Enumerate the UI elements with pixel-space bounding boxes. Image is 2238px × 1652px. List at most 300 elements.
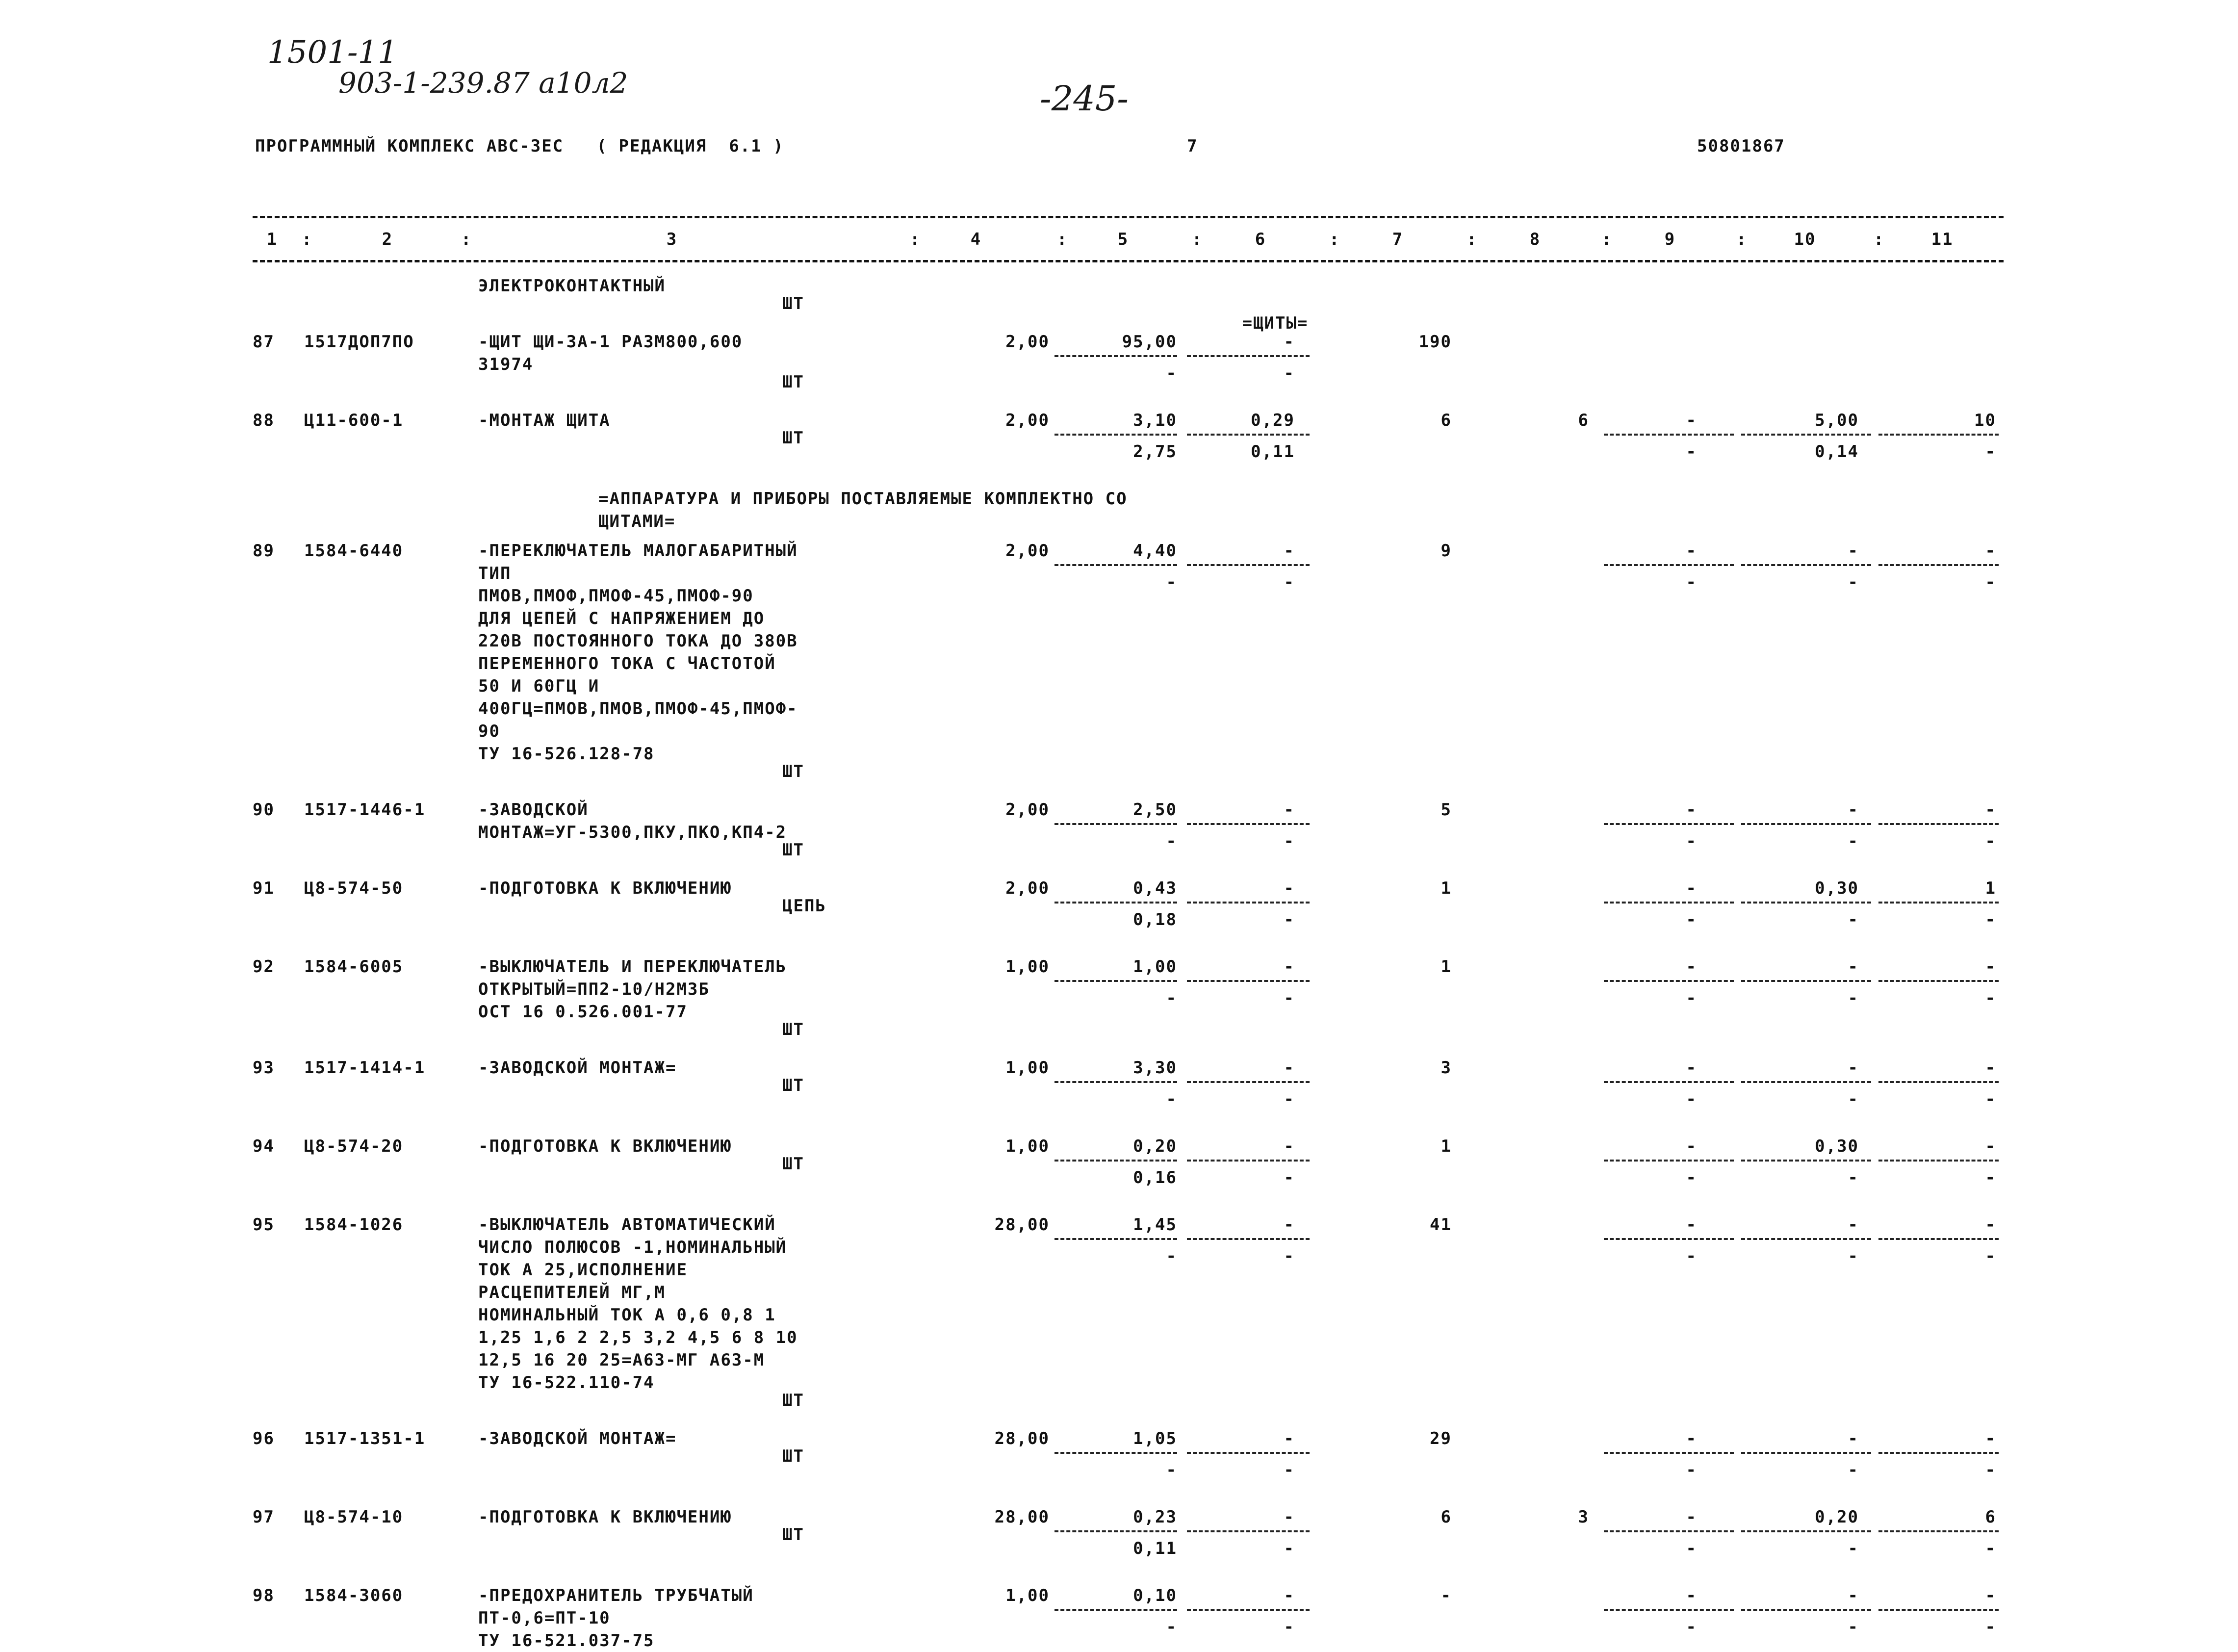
item-description-line: -ЗАВОДСКОЙ МОНТАЖ= <box>478 1429 677 1448</box>
value-underline <box>1187 1530 1310 1532</box>
section-heading-line: ЩИТАМИ= <box>598 512 676 531</box>
position-number: 92 <box>253 957 275 977</box>
item-description-line: ТИП <box>478 564 512 583</box>
value-c5: 0,10 <box>1133 1586 1177 1605</box>
value-qty: 28,00 <box>994 1215 1050 1235</box>
value-c11: - <box>1985 1586 1996 1605</box>
sub-value-c11: - <box>1985 572 1996 592</box>
value-qty: 2,00 <box>1005 878 1050 898</box>
value-c5: 3,30 <box>1133 1058 1177 1078</box>
value-underline <box>1741 823 1871 825</box>
sub-value-c5: - <box>1166 1089 1177 1109</box>
value-c9: - <box>1686 1058 1697 1078</box>
sub-value-c5: - <box>1166 831 1177 851</box>
section-heading-line: =АППАРАТУРА И ПРИБОРЫ ПОСТАВЛЯЕМЫЕ КОМПЛЕКТНО СО <box>598 489 1128 509</box>
item-description-line: НОМИНАЛЬНЫЙ ТОК А 0,6 0,8 1 <box>478 1305 776 1325</box>
sub-value-c9: - <box>1686 1168 1697 1187</box>
value-c11: - <box>1985 1136 1996 1156</box>
sub-value-c9: - <box>1686 1246 1697 1266</box>
item-description-line: -ЗАВОДСКОЙ <box>478 800 589 820</box>
column6-label: =ЩИТЫ= <box>1242 313 1309 333</box>
value-c6: - <box>1284 1429 1295 1448</box>
value-underline <box>1055 1081 1177 1083</box>
position-number: 95 <box>253 1215 275 1235</box>
sub-value-c5: - <box>1166 1246 1177 1266</box>
column-separator: : <box>1466 230 1478 249</box>
value-c5: 4,40 <box>1133 541 1177 561</box>
unit-of-measure: ШТ <box>782 1525 804 1545</box>
value-underline <box>1604 980 1734 982</box>
value-c7: 5 <box>1441 800 1452 820</box>
value-c5: 1,45 <box>1133 1215 1177 1235</box>
item-description-line: 50 И 60ГЦ И <box>478 676 600 696</box>
value-c10: - <box>1848 1215 1859 1235</box>
item-description-line: -ПОДГОТОВКА К ВКЛЮЧЕНИЮ <box>478 1136 732 1156</box>
sub-value-c6: - <box>1284 1539 1295 1558</box>
value-c6: - <box>1284 957 1295 977</box>
value-c6: - <box>1284 878 1295 898</box>
sub-value-c6: - <box>1284 363 1295 383</box>
value-c7: 1 <box>1441 878 1452 898</box>
unit-of-measure: ШТ <box>782 1391 804 1410</box>
value-c5: 0,43 <box>1133 878 1177 898</box>
item-description-line: -ПОДГОТОВКА К ВКЛЮЧЕНИЮ <box>478 1507 732 1527</box>
item-description-line: ПТ-0,6=ПТ-10 <box>478 1608 611 1628</box>
value-c11: - <box>1985 541 1996 561</box>
item-description-line: -ВЫКЛЮЧАТЕЛЬ И ПЕРЕКЛЮЧАТЕЛЬ <box>478 957 787 977</box>
value-c7: 1 <box>1441 957 1452 977</box>
value-c11: 6 <box>1985 1507 1996 1527</box>
position-number: 97 <box>253 1507 275 1527</box>
column-number: 2 <box>382 230 393 249</box>
position-number: 98 <box>253 1586 275 1605</box>
value-c11: - <box>1985 957 1996 977</box>
value-underline <box>1055 1160 1177 1162</box>
value-c10: 5,00 <box>1815 411 1859 430</box>
value-c7: 190 <box>1418 332 1452 352</box>
value-underline <box>1741 1609 1871 1611</box>
value-c9: - <box>1686 800 1697 820</box>
value-underline <box>1741 902 1871 903</box>
sub-value-c11: - <box>1985 1089 1996 1109</box>
value-c7: 1 <box>1441 1136 1452 1156</box>
value-c10: - <box>1848 957 1859 977</box>
item-description-line: -ПОДГОТОВКА К ВКЛЮЧЕНИЮ <box>478 878 732 898</box>
value-c5: 95,00 <box>1122 332 1177 352</box>
sub-value-c6: - <box>1284 1168 1295 1187</box>
header-document-number: 50801867 <box>1697 136 1785 156</box>
unit-of-measure: ШТ <box>782 1446 804 1466</box>
value-underline <box>1878 564 1999 566</box>
value-qty: 1,00 <box>1005 1136 1050 1156</box>
sub-value-c10: - <box>1848 988 1859 1008</box>
item-description-line: ОТКРЫТЫЙ=ПП2-10/Н2М3Б <box>478 980 710 999</box>
sub-value-c5: 2,75 <box>1133 442 1177 462</box>
sub-value-c11: - <box>1985 1460 1996 1480</box>
value-c6: 0,29 <box>1251 411 1295 430</box>
value-c10: - <box>1848 800 1859 820</box>
sub-value-c10: - <box>1848 1246 1859 1266</box>
item-description-line: ТОК А 25,ИСПОЛНЕНИЕ <box>478 1260 688 1280</box>
price-code: 1584-6005 <box>304 957 404 977</box>
sub-value-c6: 0,11 <box>1251 442 1295 462</box>
value-underline <box>1878 1238 1999 1240</box>
value-underline <box>1187 355 1310 357</box>
item-description-line: 220В ПОСТОЯННОГО ТОКА ДО 380В <box>478 631 798 651</box>
sub-value-c5: - <box>1166 363 1177 383</box>
handwritten-page-number: -245- <box>1040 78 1129 119</box>
value-underline <box>1741 1160 1871 1162</box>
sub-value-c11: - <box>1985 988 1996 1008</box>
value-underline <box>1055 434 1177 436</box>
item-description-line: ТУ 16-521.037-75 <box>478 1631 655 1651</box>
value-c10: - <box>1848 1429 1859 1448</box>
sub-value-c6: - <box>1284 910 1295 929</box>
column-number: 5 <box>1117 230 1129 249</box>
header-page-index: 7 <box>1187 136 1198 156</box>
value-underline <box>1878 1609 1999 1611</box>
item-description-line: ТУ 16-526.128-78 <box>478 744 655 764</box>
value-c9: - <box>1686 1507 1697 1527</box>
value-qty: 2,00 <box>1005 332 1050 352</box>
value-underline <box>1187 902 1310 903</box>
sub-value-c10: - <box>1848 572 1859 592</box>
unit-of-measure: ШТ <box>782 1020 804 1039</box>
value-underline <box>1878 1160 1999 1162</box>
item-description-line: ПМОВ,ПМОФ,ПМОФ-45,ПМОФ-90 <box>478 586 754 606</box>
item-description-line: ДЛЯ ЦЕПЕЙ С НАПРЯЖЕНИЕМ ДО <box>478 609 765 628</box>
value-c6: - <box>1284 332 1295 352</box>
value-c11: - <box>1985 1215 1996 1235</box>
value-underline <box>1878 434 1999 436</box>
value-c10: - <box>1848 541 1859 561</box>
item-description-line: -ЩИТ ЩИ-3А-1 РАЗМ800,600 <box>478 332 743 352</box>
value-underline <box>1187 1238 1310 1240</box>
sub-value-c6: - <box>1284 572 1295 592</box>
value-qty: 28,00 <box>994 1429 1050 1448</box>
unit-of-measure: ШТ <box>782 1154 804 1174</box>
price-code: 1517-1351-1 <box>304 1429 426 1448</box>
position-number: 87 <box>253 332 275 352</box>
item-description-line: 31974 <box>478 355 534 374</box>
position-number: 88 <box>253 411 275 430</box>
value-c9: - <box>1686 1429 1697 1448</box>
value-underline <box>1878 1530 1999 1532</box>
sub-value-c10: - <box>1848 1617 1859 1637</box>
price-code: Ц8-574-20 <box>304 1136 404 1156</box>
program-header: ПРОГРАММНЫЙ КОМПЛЕКС АВС-3ЕС ( РЕДАКЦИЯ 6.1 ) <box>255 136 784 156</box>
value-underline <box>1878 980 1999 982</box>
value-underline <box>1878 1081 1999 1083</box>
sub-value-c11: - <box>1985 910 1996 929</box>
value-underline <box>1741 564 1871 566</box>
unit-of-measure: ШТ <box>782 428 804 448</box>
sub-value-c5: 0,16 <box>1133 1168 1177 1187</box>
price-code: Ц8-574-50 <box>304 878 404 898</box>
value-underline <box>1187 823 1310 825</box>
value-underline <box>1055 980 1177 982</box>
value-underline <box>1055 1609 1177 1611</box>
value-underline <box>1055 902 1177 903</box>
sub-value-c11: - <box>1985 1246 1996 1266</box>
sub-value-c9: - <box>1686 910 1697 929</box>
column-number: 4 <box>970 230 982 249</box>
price-code: 1517-1446-1 <box>304 800 426 820</box>
value-c11: - <box>1985 800 1996 820</box>
value-qty: 2,00 <box>1005 411 1050 430</box>
item-description-line: ОСТ 16 0.526.001-77 <box>478 1002 688 1022</box>
value-underline <box>1741 1452 1871 1454</box>
position-number: 89 <box>253 541 275 561</box>
column-separator: : <box>1601 230 1613 249</box>
sub-value-c10: - <box>1848 831 1859 851</box>
value-qty: 1,00 <box>1005 957 1050 977</box>
price-code: 1584-1026 <box>304 1215 404 1235</box>
value-c7: 3 <box>1441 1058 1452 1078</box>
unit-of-measure: ШТ <box>782 762 804 781</box>
item-description-line: -ПРЕДОХРАНИТЕЛЬ ТРУБЧАТЫЙ <box>478 1586 754 1605</box>
value-underline <box>1878 823 1999 825</box>
value-c10: - <box>1848 1586 1859 1605</box>
item-description-line: ЧИСЛО ПОЛЮСОВ -1,НОМИНАЛЬНЫЙ <box>478 1238 787 1257</box>
sub-value-c10: - <box>1848 910 1859 929</box>
sub-value-c6: - <box>1284 988 1295 1008</box>
price-code: 1517ДОП7ПО <box>304 332 414 352</box>
column-number: 9 <box>1664 230 1676 249</box>
value-underline <box>1878 902 1999 903</box>
value-underline <box>1187 434 1310 436</box>
sub-value-c6: - <box>1284 1617 1295 1637</box>
position-number: 94 <box>253 1136 275 1156</box>
value-underline <box>1741 1530 1871 1532</box>
column-separator: : <box>1192 230 1203 249</box>
item-description-line: 1,25 1,6 2 2,5 3,2 4,5 6 8 10 <box>478 1328 798 1347</box>
value-c9: - <box>1686 878 1697 898</box>
sub-value-c5: 0,18 <box>1133 910 1177 929</box>
value-c11: 1 <box>1985 878 1996 898</box>
value-underline <box>1055 1238 1177 1240</box>
value-c9: - <box>1686 1215 1697 1235</box>
value-underline <box>1604 434 1734 436</box>
value-c10: 0,20 <box>1815 1507 1859 1527</box>
item-description-line: 12,5 16 20 25=А63-МГ А63-М <box>478 1350 765 1370</box>
unit-of-measure: ШТ <box>782 294 804 313</box>
value-underline <box>1604 1238 1734 1240</box>
column-number: 10 <box>1794 230 1816 249</box>
value-c7: 9 <box>1441 541 1452 561</box>
item-description-line: 90 <box>478 722 500 741</box>
value-c7: 6 <box>1441 1507 1452 1527</box>
value-c11: - <box>1985 1429 1996 1448</box>
sub-value-c9: - <box>1686 1089 1697 1109</box>
column-number: 1 <box>266 230 278 249</box>
value-c6: - <box>1284 1507 1295 1527</box>
sub-value-c5: - <box>1166 572 1177 592</box>
handwritten-sheet-number: 1501-11 <box>267 34 398 71</box>
handwritten-project-code: 903-1-239.87 а10л2 <box>338 66 628 100</box>
value-c11: 10 <box>1974 411 1996 430</box>
value-underline <box>1187 1452 1310 1454</box>
value-underline <box>1055 1530 1177 1532</box>
value-c9: - <box>1686 411 1697 430</box>
sub-value-c11: - <box>1985 1539 1996 1558</box>
sub-value-c11: - <box>1985 1617 1996 1637</box>
value-underline <box>1055 1452 1177 1454</box>
value-c7: 29 <box>1430 1429 1452 1448</box>
value-c5: 0,20 <box>1133 1136 1177 1156</box>
value-underline <box>1741 1081 1871 1083</box>
column-separator: : <box>1874 230 1885 249</box>
item-description-line: МОНТАЖ=УГ-5300,ПКУ,ПКО,КП4-2 <box>478 823 787 842</box>
item-description-line: -МОНТАЖ ЩИТА <box>478 411 611 430</box>
sub-value-c5: - <box>1166 988 1177 1008</box>
column-number: 11 <box>1931 230 1954 249</box>
position-number: 91 <box>253 878 275 898</box>
value-c5: 1,05 <box>1133 1429 1177 1448</box>
value-c5: 1,00 <box>1133 957 1177 977</box>
value-underline <box>1604 1530 1734 1532</box>
value-underline <box>1187 564 1310 566</box>
sub-value-c9: - <box>1686 1460 1697 1480</box>
column-number: 8 <box>1529 230 1541 249</box>
value-c9: - <box>1686 541 1697 561</box>
value-underline <box>1741 980 1871 982</box>
value-underline <box>1878 1452 1999 1454</box>
value-c6: - <box>1284 541 1295 561</box>
sub-value-c10: 0,14 <box>1815 442 1859 462</box>
value-c7: 6 <box>1441 411 1452 430</box>
value-c10: - <box>1848 1058 1859 1078</box>
sub-value-c11: - <box>1985 831 1996 851</box>
value-c5: 0,23 <box>1133 1507 1177 1527</box>
sub-value-c10: - <box>1848 1168 1859 1187</box>
sub-value-c5: - <box>1166 1460 1177 1480</box>
value-c9: - <box>1686 1586 1697 1605</box>
value-c8: 3 <box>1578 1507 1589 1527</box>
position-number: 93 <box>253 1058 275 1078</box>
value-underline <box>1055 355 1177 357</box>
value-c9: - <box>1686 957 1697 977</box>
item-description-line: -ЗАВОДСКОЙ МОНТАЖ= <box>478 1058 677 1078</box>
sub-value-c9: - <box>1686 572 1697 592</box>
unit-of-measure: ШТ <box>782 1076 804 1095</box>
column-number: 6 <box>1255 230 1266 249</box>
item-description-line: -ПЕРЕКЛЮЧАТЕЛЬ МАЛОГАБАРИТНЫЙ <box>478 541 798 561</box>
value-underline <box>1604 902 1734 903</box>
column-separator: : <box>1057 230 1068 249</box>
sub-value-c9: - <box>1686 1539 1697 1558</box>
value-c11: - <box>1985 1058 1996 1078</box>
value-underline <box>1604 1081 1734 1083</box>
sub-value-c9: - <box>1686 1617 1697 1637</box>
value-c10: 0,30 <box>1815 1136 1859 1156</box>
value-c5: 3,10 <box>1133 411 1177 430</box>
sub-value-c10: - <box>1848 1539 1859 1558</box>
sub-value-c9: - <box>1686 442 1697 462</box>
column-number: 3 <box>666 230 678 249</box>
sub-value-c9: - <box>1686 988 1697 1008</box>
item-description-line: ТУ 16-522.110-74 <box>478 1373 655 1393</box>
sub-value-c11: - <box>1985 1168 1996 1187</box>
value-c6: - <box>1284 1136 1295 1156</box>
column-number: 7 <box>1392 230 1404 249</box>
price-code: 1584-3060 <box>304 1586 404 1605</box>
column-separator: : <box>1329 230 1340 249</box>
sub-value-c10: - <box>1848 1460 1859 1480</box>
value-underline <box>1187 1081 1310 1083</box>
header-top-rule <box>253 216 2004 218</box>
sub-value-c5: - <box>1166 1617 1177 1637</box>
value-c5: 2,50 <box>1133 800 1177 820</box>
value-c7: 41 <box>1430 1215 1452 1235</box>
value-c6: - <box>1284 1215 1295 1235</box>
sub-value-c9: - <box>1686 831 1697 851</box>
value-underline <box>1604 1452 1734 1454</box>
value-c6: - <box>1284 1586 1295 1605</box>
value-underline <box>1741 434 1871 436</box>
unit-of-measure: ШТ <box>782 840 804 860</box>
sub-value-c10: - <box>1848 1089 1859 1109</box>
value-underline <box>1187 980 1310 982</box>
value-underline <box>1741 1238 1871 1240</box>
price-code: 1584-6440 <box>304 541 404 561</box>
item-description-line: ЭЛЕКТРОКОНТАКТНЫЙ <box>478 276 666 296</box>
value-underline <box>1187 1160 1310 1162</box>
item-description-line: -ВЫКЛЮЧАТЕЛЬ АВТОМАТИЧЕСКИЙ <box>478 1215 776 1235</box>
price-code: Ц8-574-10 <box>304 1507 404 1527</box>
sub-value-c6: - <box>1284 1246 1295 1266</box>
value-qty: 28,00 <box>994 1507 1050 1527</box>
value-underline <box>1055 823 1177 825</box>
price-code: Ц11-600-1 <box>304 411 404 430</box>
item-description-line: ПЕРЕМЕННОГО ТОКА С ЧАСТОТОЙ <box>478 654 776 673</box>
value-c8: 6 <box>1578 411 1589 430</box>
sub-value-c5: 0,11 <box>1133 1539 1177 1558</box>
value-c10: 0,30 <box>1815 878 1859 898</box>
value-underline <box>1604 1160 1734 1162</box>
value-c7: - <box>1441 1586 1452 1605</box>
sub-value-c11: - <box>1985 442 1996 462</box>
value-underline <box>1604 823 1734 825</box>
value-underline <box>1604 564 1734 566</box>
value-qty: 2,00 <box>1005 800 1050 820</box>
column-separator: : <box>910 230 921 249</box>
position-number: 90 <box>253 800 275 820</box>
position-number: 96 <box>253 1429 275 1448</box>
price-code: 1517-1414-1 <box>304 1058 426 1078</box>
sub-value-c6: - <box>1284 1460 1295 1480</box>
value-qty: 2,00 <box>1005 541 1050 561</box>
value-underline <box>1055 564 1177 566</box>
value-c9: - <box>1686 1136 1697 1156</box>
value-qty: 1,00 <box>1005 1058 1050 1078</box>
value-c6: - <box>1284 800 1295 820</box>
item-description-line: РАСЦЕПИТЕЛЕЙ МГ,М <box>478 1283 666 1302</box>
value-qty: 1,00 <box>1005 1586 1050 1605</box>
value-underline <box>1187 1609 1310 1611</box>
column-separator: : <box>302 230 313 249</box>
unit-of-measure: ЦЕПЬ <box>782 896 826 916</box>
item-description-line: 400ГЦ=ПМОВ,ПМОВ,ПМОФ-45,ПМОФ- <box>478 699 798 719</box>
header-bottom-rule <box>253 260 2004 262</box>
unit-of-measure: ШТ <box>782 372 804 392</box>
value-c6: - <box>1284 1058 1295 1078</box>
column-separator: : <box>1736 230 1748 249</box>
sub-value-c6: - <box>1284 1089 1295 1109</box>
value-underline <box>1604 1609 1734 1611</box>
column-separator: : <box>461 230 472 249</box>
sub-value-c6: - <box>1284 831 1295 851</box>
